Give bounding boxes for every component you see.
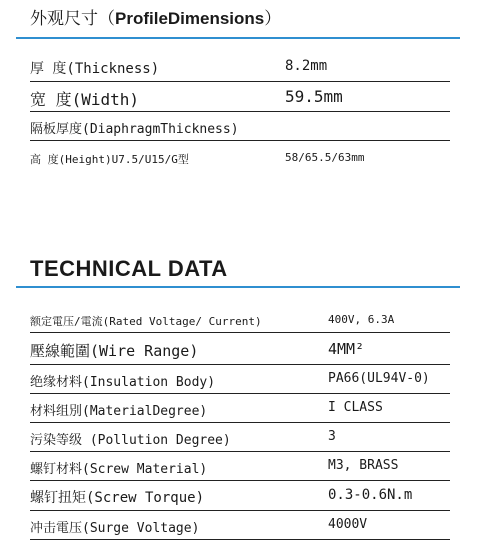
wire-range-value: 4MM² xyxy=(328,340,365,358)
row-divider xyxy=(30,111,450,112)
row-divider xyxy=(30,364,450,365)
diaphragm-label: 隔板厚度(DiaphragmThickness) xyxy=(30,122,239,137)
pollution-value: 3 xyxy=(328,429,336,444)
screw-torque-value: 0.3-0.6N.m xyxy=(328,487,413,503)
rated-voltage-label: 额定電压/電流(Rated Voltage/ Current) xyxy=(30,315,262,328)
profile-title-rule xyxy=(16,37,460,39)
thickness-value: 8.2mm xyxy=(285,58,328,74)
row-divider xyxy=(30,332,450,333)
screw-material-label: 螺钉材料(Screw Material) xyxy=(30,462,208,477)
screw-torque-label: 螺钉扭矩(Screw Torque) xyxy=(30,490,205,506)
rated-voltage-value: 400V, 6.3A xyxy=(328,313,395,326)
height-label: 高 度(Height)U7.5/U15/G型 xyxy=(30,153,189,166)
pollution-label: 污染等级 (Pollution Degree) xyxy=(30,433,231,448)
profile-title-cn: 外观尺寸（ xyxy=(30,9,115,28)
row-divider xyxy=(30,140,450,141)
width-label: 宽 度(Width) xyxy=(30,90,140,109)
wire-range-label: 壓線範圍(Wire Range) xyxy=(30,342,199,360)
row-divider xyxy=(30,422,450,423)
row-divider xyxy=(30,480,450,481)
insulation-label: 绝缘材料(Insulation Body) xyxy=(30,375,216,390)
profile-title-en: ProfileDimensions xyxy=(115,9,265,28)
technical-title-rule xyxy=(16,286,460,288)
profile-title-close: ） xyxy=(264,9,282,28)
screw-material-value: M3, BRASS xyxy=(328,458,399,473)
row-divider xyxy=(30,539,450,540)
material-degree-label: 材料组別(MaterialDegree) xyxy=(30,404,208,419)
insulation-value: PA66(UL94V-0) xyxy=(328,371,430,386)
width-value: 59.5mm xyxy=(285,87,343,106)
technical-data-title: TECHNICAL DATA xyxy=(30,256,228,281)
row-divider xyxy=(30,510,450,511)
height-value: 58/65.5/63mm xyxy=(285,151,365,164)
thickness-label: 厚 度(Thickness) xyxy=(30,61,160,77)
material-degree-value: I CLASS xyxy=(328,400,383,415)
surge-voltage-label: 冲击電压(Surge Voltage) xyxy=(30,521,200,536)
profile-dimensions-title xyxy=(30,5,281,33)
row-divider xyxy=(30,81,450,82)
row-divider xyxy=(30,451,450,452)
row-divider xyxy=(30,393,450,394)
surge-voltage-value: 4000V xyxy=(328,517,368,532)
